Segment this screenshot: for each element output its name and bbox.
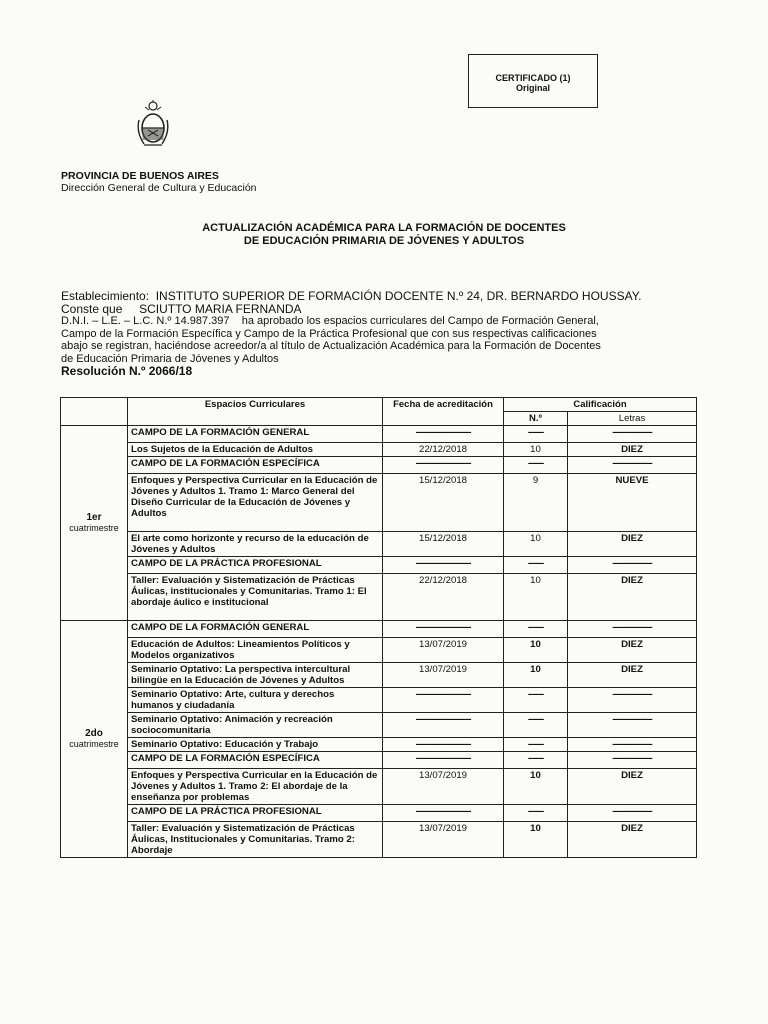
table-row [61, 443, 697, 457]
term-header [61, 398, 128, 426]
province-header [61, 170, 257, 194]
date-cell: 15/12/2018 [383, 474, 504, 532]
term-1-ord: 1er [86, 512, 102, 523]
statement-2: Campo de la Formación Específica y Campo de la Práctica Profesional que con sus respectivas calificaciones [61, 327, 597, 340]
table-row [61, 688, 697, 713]
table-header-row [61, 398, 697, 412]
section-title: CAMPO DE LA FORMACIÓN ESPECÍFICA [128, 457, 383, 474]
subject-cell: Seminario Optativo: La perspectiva intercultural bilingüe en la Educación de Jóvenes y Adultos [128, 663, 383, 688]
num-dash: ------- [504, 621, 568, 638]
num-cell: 10 [504, 443, 568, 457]
date-dash: ------------------------- [383, 805, 504, 822]
letters-cell: DIEZ [568, 822, 697, 858]
table-row [61, 663, 697, 688]
resolution-label: Resolución N.º [61, 364, 146, 378]
letters-dash: ------------------ [568, 557, 697, 574]
table-row [61, 426, 697, 443]
term-1-label: cuatrimestre [69, 523, 119, 533]
subject-cell: El arte como horizonte y recurso de la educación de Jóvenes y Adultos [128, 532, 383, 557]
date-dash: ------------------------- [383, 713, 504, 738]
table-row [61, 457, 697, 474]
date-header: Fecha de acreditación [383, 398, 504, 426]
letters-dash: ------------------ [568, 752, 697, 769]
date-cell: 13/07/2019 [383, 663, 504, 688]
date-cell: 22/12/2018 [383, 574, 504, 621]
table-row [61, 574, 697, 621]
date-dash: ------------------------- [383, 426, 504, 443]
date-cell: 13/07/2019 [383, 638, 504, 663]
statement-4: de Educación Primaria de Jóvenes y Adultos [61, 352, 279, 365]
letters-dash: ------------------ [568, 457, 697, 474]
certificate-body [61, 290, 701, 378]
statement-1: ha aprobado los espacios curriculares del Campo de Formación General, [241, 315, 599, 327]
province-name: PROVINCIA DE BUENOS AIRES [61, 170, 219, 182]
certificate-title: CERTIFICADO (1) [495, 73, 571, 83]
spaces-header: Espacios Curriculares [128, 398, 383, 426]
num-cell: 10 [504, 822, 568, 858]
letters-dash: ------------------ [568, 688, 697, 713]
date-dash: ------------------------- [383, 752, 504, 769]
coat-of-arms-icon [136, 100, 170, 150]
section-title: CAMPO DE LA FORMACIÓN GENERAL [128, 621, 383, 638]
letters-dash: ------------------ [568, 805, 697, 822]
table-row [61, 474, 697, 532]
subject-cell: Seminario Optativo: Arte, cultura y derechos humanos y ciudadanía [128, 688, 383, 713]
subject-cell: Enfoques y Perspectiva Curricular en la Educación de Jóvenes y Adultos 1. Tramo 2: El abordaje de la enseñanza por problemas [128, 769, 383, 805]
num-dash: ------- [504, 713, 568, 738]
subject-cell: Taller: Evaluación y Sistematización de Prácticas Áulicas, Institucionales y Comunitarias. Tramo 2: Abordaje [128, 822, 383, 858]
num-dash: ------- [504, 457, 568, 474]
num-cell: 10 [504, 532, 568, 557]
date-cell: 13/07/2019 [383, 822, 504, 858]
grades-table [60, 397, 697, 858]
document-title [0, 222, 768, 248]
num-dash: ------- [504, 557, 568, 574]
num-cell: 10 [504, 769, 568, 805]
letters-dash: ------------------ [568, 621, 697, 638]
letters-dash: ------------------ [568, 426, 697, 443]
student-name: SCIUTTO MARIA FERNANDA [139, 301, 302, 316]
num-dash: ------- [504, 738, 568, 752]
table-row [61, 557, 697, 574]
section-title: CAMPO DE LA FORMACIÓN GENERAL [128, 426, 383, 443]
statement-3: abajo se registran, haciéndose acreedor/a al título de Actualización Académica para la Formación de Docentes [61, 340, 601, 352]
letters-cell: NUEVE [568, 474, 697, 532]
subject-cell: Educación de Adultos: Lineamientos Políticos y Modelos organizativos [128, 638, 383, 663]
subject-cell: Enfoques y Perspectiva Curricular en la Educación de Jóvenes y Adultos 1. Tramo 1: Marco General del Diseño Curricular de la Educación de Jóvenes y Adultos [128, 474, 383, 532]
num-cell: 10 [504, 638, 568, 663]
certificate-subtitle: Original [515, 83, 550, 93]
table-row [61, 752, 697, 769]
section-title: CAMPO DE LA PRÁCTICA PROFESIONAL [128, 557, 383, 574]
date-dash: ------------------------- [383, 621, 504, 638]
date-cell: 15/12/2018 [383, 532, 504, 557]
title-line-2: DE EDUCACIÓN PRIMARIA DE JÓVENES Y ADULTOS [243, 235, 525, 247]
letters-header: Letras [568, 412, 697, 426]
date-dash: ------------------------- [383, 557, 504, 574]
letters-cell: DIEZ [568, 574, 697, 621]
num-dash: ------- [504, 752, 568, 769]
subject-cell: Taller: Evaluación y Sistematización de Prácticas Áulicas, institucionales y Comunitarias. Tramo 1: El abordaje áulico e institucional [128, 574, 383, 621]
grade-header: Calificación [504, 398, 697, 412]
establishment-name: INSTITUTO SUPERIOR DE FORMACIÓN DOCENTE N.º 24, DR. BERNARDO HOUSSAY. [155, 289, 642, 303]
table-row [61, 822, 697, 858]
table-row [61, 713, 697, 738]
num-dash: ------- [504, 805, 568, 822]
num-dash: ------- [504, 688, 568, 713]
dni-line [61, 315, 701, 328]
letters-cell: DIEZ [568, 638, 697, 663]
letters-dash: ------------------ [568, 713, 697, 738]
section-title: CAMPO DE LA PRÁCTICA PROFESIONAL [128, 805, 383, 822]
date-cell: 22/12/2018 [383, 443, 504, 457]
letters-cell: DIEZ [568, 769, 697, 805]
table-row [61, 532, 697, 557]
subject-cell: Seminario Optativo: Educación y Trabajo [128, 738, 383, 752]
resolution-number: 2066/18 [148, 364, 193, 378]
title-line-1: ACTUALIZACIÓN ACADÉMICA PARA LA FORMACIÓN DE DOCENTES [202, 222, 566, 234]
establishment-label: Establecimiento: [61, 289, 150, 303]
term-1-cell [61, 426, 128, 621]
conste-label: Conste que [61, 301, 123, 316]
subject-cell: Seminario Optativo: Animación y recreación sociocomunitaria [128, 713, 383, 738]
certificate-box [468, 54, 598, 108]
num-header: N.º [504, 412, 568, 426]
term-2-ord: 2do [85, 728, 103, 739]
table-row [61, 738, 697, 752]
date-dash: ------------------------- [383, 457, 504, 474]
letters-cell: DIEZ [568, 663, 697, 688]
num-cell: 9 [504, 474, 568, 532]
date-cell: 13/07/2019 [383, 769, 504, 805]
student-line [61, 303, 701, 316]
letters-cell: DIEZ [568, 443, 697, 457]
term-2-label: cuatrimestre [69, 739, 119, 749]
table-row [61, 621, 697, 638]
dni-number: 14.987.397 [174, 315, 230, 327]
table-row [61, 805, 697, 822]
num-cell: 10 [504, 574, 568, 621]
resolution-line [61, 365, 701, 378]
date-dash: ------------------------- [383, 738, 504, 752]
letters-dash: ------------------ [568, 738, 697, 752]
section-title: CAMPO DE LA FORMACIÓN ESPECÍFICA [128, 752, 383, 769]
date-dash: ------------------------- [383, 688, 504, 713]
num-cell: 10 [504, 663, 568, 688]
term-2-cell [61, 621, 128, 858]
letters-cell: DIEZ [568, 532, 697, 557]
num-dash: ------- [504, 426, 568, 443]
dni-label: D.N.I. – L.E. – L.C. N.º [61, 315, 172, 327]
subject-cell: Los Sujetos de la Educación de Adultos [128, 443, 383, 457]
table-row [61, 638, 697, 663]
directorate-name: Dirección General de Cultura y Educación [61, 182, 257, 194]
table-row [61, 769, 697, 805]
